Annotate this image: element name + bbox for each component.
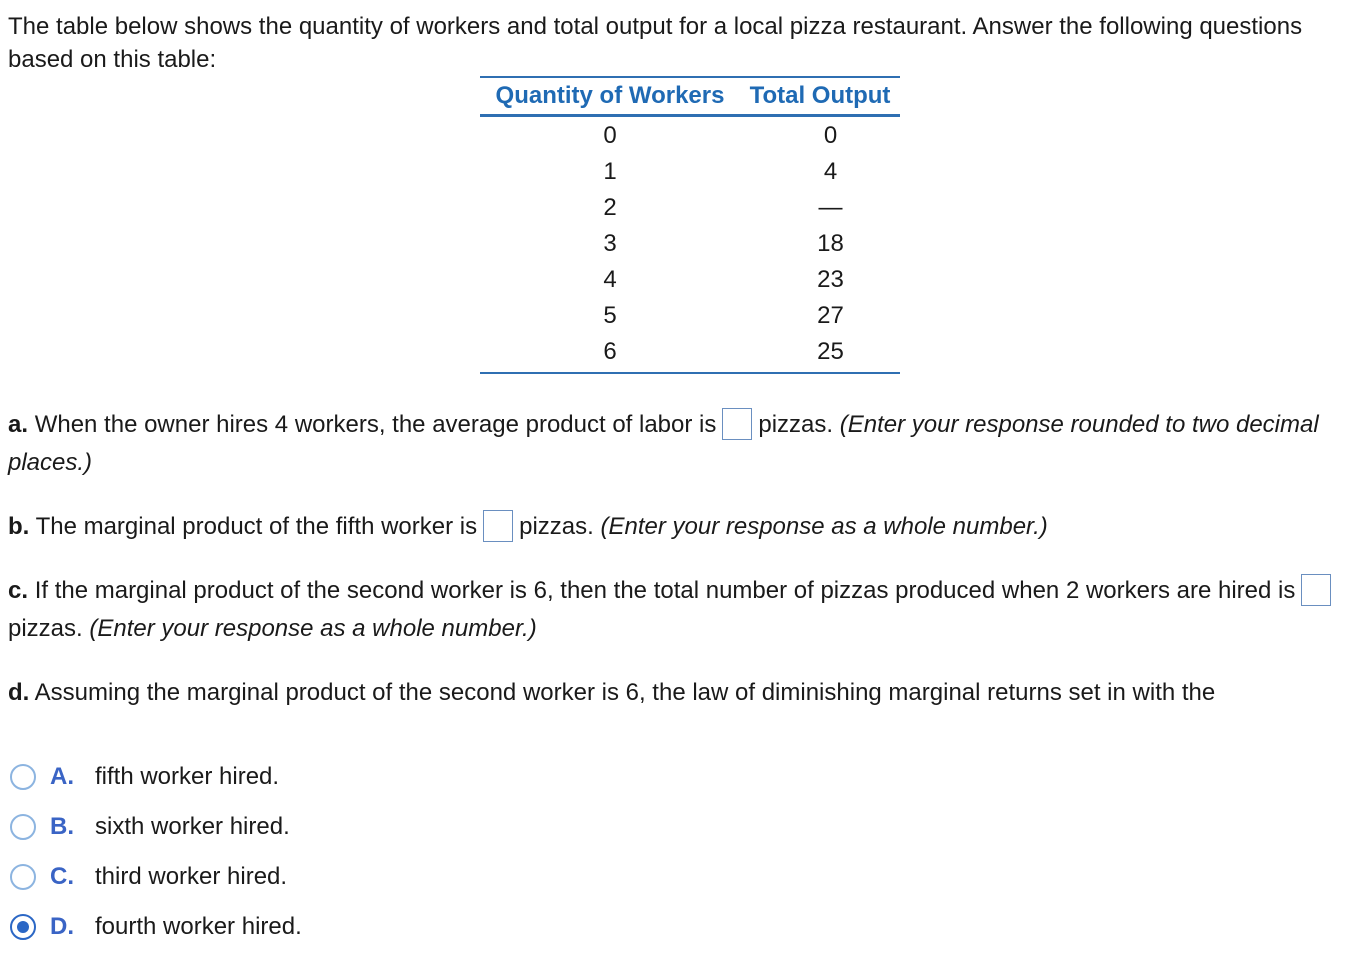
answer-c-input[interactable] (1301, 574, 1331, 606)
workers-cell: 6 (603, 338, 617, 365)
option-letter: B. (50, 813, 74, 840)
radio-icon[interactable] (10, 914, 36, 940)
table-header-row (480, 78, 900, 114)
radio-icon[interactable] (10, 864, 36, 890)
answer-a-input[interactable] (722, 408, 752, 440)
workers-cell: 0 (603, 122, 617, 149)
question-d-text: Assuming the marginal product of the second worker is 6, the law of diminishing marginal returns set in with the (34, 679, 1216, 706)
output-cell: 4 (823, 158, 838, 185)
option-text: fourth worker hired. (95, 913, 302, 940)
question-b-unit: pizzas. (519, 513, 594, 540)
question-b (8, 508, 1343, 546)
option-letter: C. (50, 863, 74, 890)
option-text: sixth worker hired. (95, 813, 290, 840)
header-total-output: Total Output (749, 82, 891, 109)
question-a-unit: pizzas. (758, 411, 834, 438)
output-cell: 25 (817, 338, 844, 365)
problem-intro: The table below shows the quantity of workers and total output for a local pizza restaurant. Answer the following questions based on this table: (8, 13, 1303, 73)
table-bottom-rule (480, 372, 900, 374)
data-table (480, 76, 900, 374)
workers-cell: 5 (603, 302, 617, 329)
option-b[interactable] (10, 802, 302, 852)
output-cell: 0 (823, 122, 838, 149)
output-cell: 27 (817, 302, 844, 329)
table-row (480, 190, 900, 226)
question-c-label: c. (8, 577, 29, 604)
radio-icon[interactable] (10, 814, 36, 840)
question-b-text: The marginal product of the fifth worker is (35, 513, 478, 540)
table-body (480, 117, 900, 372)
table-row (480, 298, 900, 334)
option-text: third worker hired. (95, 863, 288, 890)
question-c-hint: (Enter your response as a whole number.) (89, 615, 537, 642)
question-a-hint: (Enter your response rounded to two decimal places.) (8, 411, 1319, 476)
answer-options (10, 752, 302, 952)
question-d (8, 674, 1343, 712)
question-a-text: When the owner hires 4 workers, the average product of labor is (34, 411, 717, 438)
option-d[interactable] (10, 902, 302, 952)
question-d-label: d. (8, 679, 30, 706)
table-row (480, 154, 900, 190)
radio-icon[interactable] (10, 764, 36, 790)
question-c-unit: pizzas. (8, 615, 83, 642)
table-row (480, 118, 900, 154)
workers-cell: 3 (603, 230, 617, 257)
workers-cell: 2 (603, 194, 617, 221)
question-a-label: a. (8, 411, 29, 438)
table-row (480, 262, 900, 298)
output-cell: 18 (817, 230, 844, 257)
option-letter: A. (50, 763, 74, 790)
table-row (480, 226, 900, 262)
output-cell: — (818, 194, 843, 221)
output-cell: 23 (817, 266, 844, 293)
option-text: fifth worker hired. (95, 763, 280, 790)
table-row (480, 334, 900, 370)
option-a[interactable] (10, 752, 302, 802)
header-quantity-of-workers: Quantity of Workers (495, 82, 725, 109)
question-c-text: If the marginal product of the second worker is 6, then the total number of pizzas produced when 2 workers are hired is (34, 577, 1296, 604)
option-c[interactable] (10, 852, 302, 902)
question-b-hint: (Enter your response as a whole number.) (600, 513, 1048, 540)
workers-cell: 1 (603, 158, 617, 185)
workers-cell: 4 (603, 266, 617, 293)
option-letter: D. (50, 913, 74, 940)
question-b-label: b. (8, 513, 30, 540)
question-a (8, 406, 1343, 482)
answer-b-input[interactable] (483, 510, 513, 542)
question-c (8, 572, 1343, 648)
